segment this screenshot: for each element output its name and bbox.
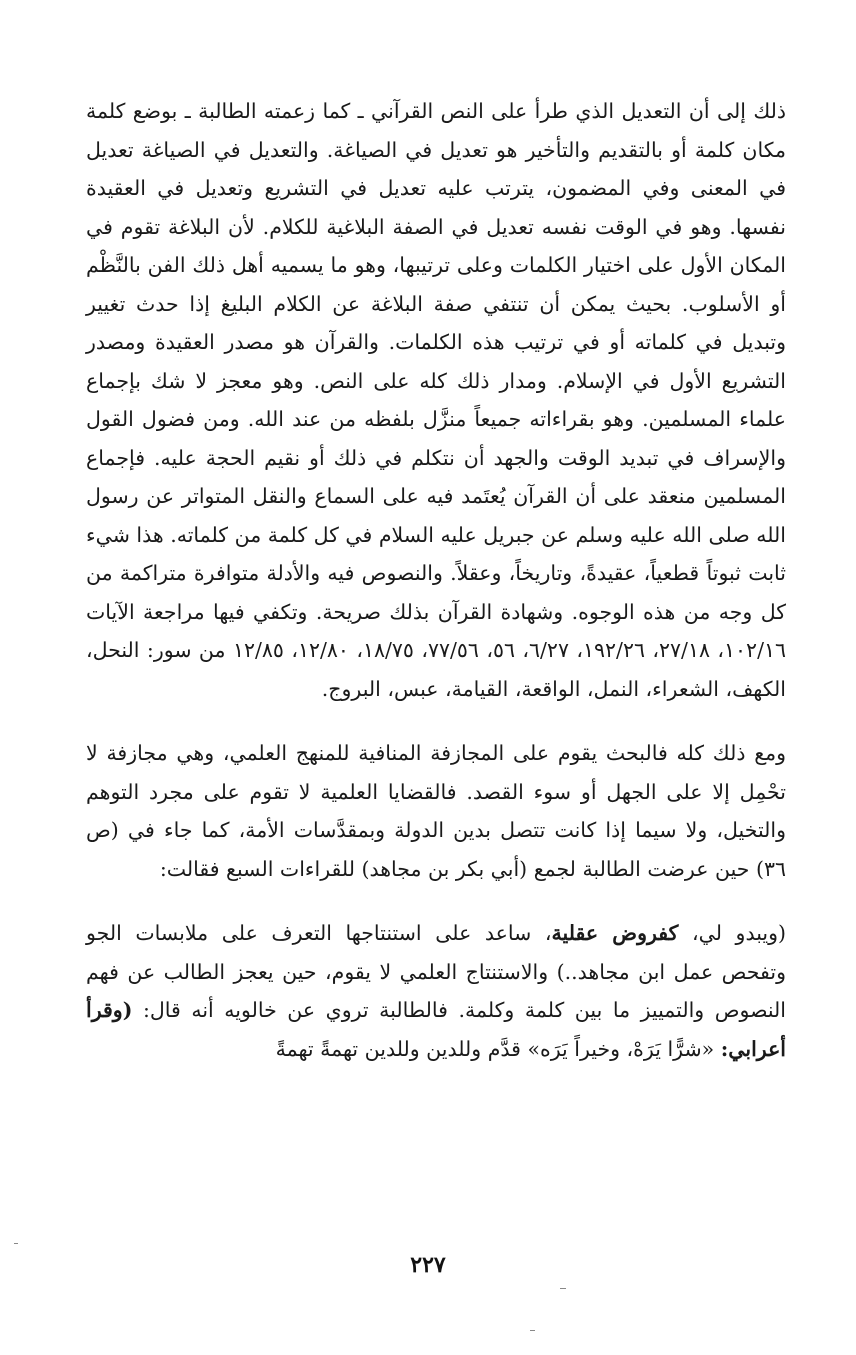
paragraph-1: ذلك إلى أن التعديل الذي طرأ على النص القرآني ـ كما زعمته الطالبة ـ بوضع كلمة مكان كلمة أو بالتقديم والتأخير هو تعديل في الصياغة. والتعديل في الصياغة تعديل في المعنى وفي المضمون، يترتب عليه تعديل في التشريع وتعديل في العقيدة نفسها. وهو في الوقت نفسه تعديل في الصفة البلاغية للكلام. لأن البلاغة تقوم في المكان الأول على اختيار الكلمات وعلى ترتيبها، وهو ما يسميه أهل ذلك الفن بالنَّظْم أو الأسلوب. بحيث يمكن أن تنتفي صفة البلاغة عن الكلام البليغ إذا حدث تغيير وتبديل في كلماته أو في ترتيب هذه الكلمات. والقرآن هو مصدر العقيدة ومصدر التشريع الأول في الإسلام. ومدار ذلك كله على النص. وهو معجز لا شك بإجماع علماء المسلمين. وهو بقراءاته جميعاً منزَّل بلفظه من عند الله. ومن فضول القول والإسراف في تبديد الوقت والجهد أن نتكلم في ذلك أو نقيم الحجة عليه. فإجماع المسلمين منعقد على أن القرآن يُعتَمد فيه على السماع والنقل المتواتر عن رسول الله صلى الله عليه وسلم عن جبريل عليه السلام في كل كلمة من كلماته. هذا شيء ثابت ثبوتاً قطعياً، عقيدةً، وتاريخاً، وعقلاً. والنصوص فيه والأدلة متوافرة متراكمة من كل وجه من هذه الوجوه. وشهادة القرآن بذلك صريحة. وتكفي فيها مراجعة الآيات ١٠٢/١٦، ٢٧/١٨، ١٩٢/٢٦، ٦/٢٧، ٥٦، ٧٧/٥٦، ١٨/٧٥، ١٢/٨٠، ١٢/٨٥ من سور: النحل، الكهف، الشعراء، النمل، الواقعة، القيامة، عبس، البروج. <box>86 99 786 701</box>
paragraph-3-intro: (ويبدو لي، <box>678 921 786 945</box>
bold-phrase-rational-assumptions: كفروض عقلية <box>551 921 679 945</box>
paragraph-3-end: «شرًّا يَرَهْ، وخيراً يَرَه» قدَّم وللدين وللدين تهمةً تهمةً <box>275 1036 721 1061</box>
paragraph-3-middle: ، ساعد على استنتاجها التعرف على ملابسات الجو وتفحص عمل ابن مجاهد..) والاستنتاج العلمي لا يقوم، حين يعجز الطالب عن فهم النصوص والتمييز ما بين كلمة وكلمة. فالطالبة تروي عن خالويه أنه قال: <box>86 921 786 1022</box>
paragraph-3 <box>86 914 786 1068</box>
page-number: ٢٢٧ <box>410 1252 446 1278</box>
scan-speck <box>530 1330 535 1331</box>
paragraph-2: ومع ذلك كله فالبحث يقوم على المجازفة المنافية للمنهج العلمي، وهي مجازفة لا تحْمِل إلا على الجهل أو سوء القصد. فالقضايا العلمية لا تقوم على مجرد التوهم والتخيل، ولا سيما إذا كانت تتصل بدين الدولة وبمقدَّسات الأمة، كما جاء في (ص ٣٦) حين عرضت الطالبة لجمع (أبي بكر بن مجاهد) للقراءات السبع فقالت: <box>86 741 786 881</box>
scan-speck <box>560 1288 566 1289</box>
page-body <box>86 92 786 1068</box>
bold-phrase-bedouin-recited: (وقرأ أعرابي: <box>86 998 786 1061</box>
scan-speck <box>14 1243 18 1244</box>
